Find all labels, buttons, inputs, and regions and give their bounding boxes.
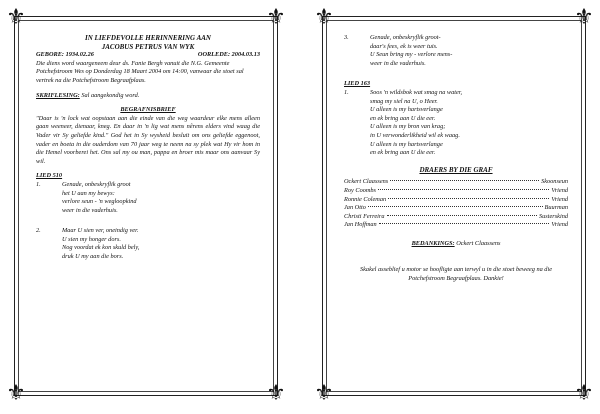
death-date: OORLEDE: 2004.03.13 — [197, 51, 260, 59]
hymn2-label: LIED 163 — [344, 80, 371, 88]
leader-dots — [379, 223, 550, 224]
acknowledgements-text: Ockert Claassens — [456, 239, 501, 247]
deceased-name: JACOBUS PETRUS VAN WYK — [101, 42, 195, 51]
verse-line: verlore seun - 'n wegloopkind — [62, 198, 137, 206]
verse-line: U alleen is my bron van krag; — [370, 123, 446, 131]
pallbearer-role: Susterskind — [538, 212, 568, 220]
pallbearer-role: Vriend — [551, 221, 568, 229]
verse-line: in U verwonderlikheid wil ek waag. — [370, 131, 460, 139]
hymn-verse-1 — [36, 181, 260, 215]
pallbearers-list — [344, 178, 568, 230]
fleur-de-lis-icon: ⚜ — [6, 381, 26, 406]
verse-line: Nog voordat ek kon skuld bely, — [62, 244, 140, 252]
hymn-verse-2 — [36, 227, 260, 261]
right-page-content — [344, 34, 568, 386]
pallbearer-role: Vriend — [551, 186, 568, 194]
right-page — [312, 6, 596, 406]
acknowledgements — [344, 240, 568, 249]
verse-line: U sien my honger dors. — [62, 235, 121, 243]
list-item — [344, 187, 568, 196]
verse-number: 2. — [36, 227, 41, 235]
verse-line: smag my siel na U, o Heer. — [370, 97, 438, 105]
verse-line: weer in die vaderhuis. — [370, 59, 426, 67]
birth-date: GEBORE: 1934.02.26 — [36, 51, 94, 59]
fleur-de-lis-icon: ⚜ — [266, 5, 286, 30]
list-item — [344, 204, 568, 213]
verse-number: 1. — [344, 88, 349, 96]
leader-dots — [387, 215, 537, 216]
list-item — [344, 213, 568, 222]
hymn-label: LIED 510 — [36, 172, 63, 180]
verse-line: druk U my aan die bors. — [62, 253, 124, 261]
pallbearer-name: Ronnie Coleman — [344, 195, 387, 203]
life-dates — [36, 51, 260, 60]
pallbearer-name: Ockert Claassens — [344, 178, 389, 186]
closing-note: Skakel asseblief u motor se hoofligte aan terwyl u in die stoet beweeg na die Potchefstroom Begraafplaas. Dankie! — [359, 266, 553, 283]
verse-line: U Seun bring my - verlore mens- — [370, 51, 453, 59]
fleur-de-lis-icon: ⚜ — [574, 5, 594, 30]
scripture-label: SKRIFLESING: — [36, 91, 80, 99]
verse-line: Soos 'n wildsbok wat smag na water, — [370, 88, 463, 96]
fleur-de-lis-icon: ⚜ — [574, 381, 594, 406]
verse-line: Genade, onbeskryflik groot- — [370, 34, 441, 41]
list-item — [344, 178, 568, 187]
verse-line: U alleen is my hartsverlange — [370, 140, 443, 148]
verse-line: weer in die vaderhuis. — [62, 206, 118, 214]
service-intro: Die diens word waargeneem deur ds. Fanie Bergh vanuit die N.G. Gemeente Potchefstroom Wes op Donderdag 18 Maart 2004 om 14:00, vanwaar die stoet sal vertrek na die Potchefstroom Begraafplaas. — [36, 59, 244, 84]
fleur-de-lis-icon: ⚜ — [314, 5, 334, 30]
verse-line: U alleen is my hartsverlange — [370, 106, 443, 114]
list-item — [344, 221, 568, 230]
list-item — [344, 196, 568, 205]
left-page-content — [36, 34, 260, 386]
verse-line: Maar U sien ver, oneindig ver. — [62, 227, 139, 235]
leader-dots — [390, 180, 539, 181]
leader-dots — [378, 189, 549, 190]
pallbearers-title: DRAERS BY DIE GRAF — [419, 165, 493, 174]
hymn2-verse-1 — [344, 89, 568, 158]
leader-dots — [368, 206, 543, 207]
verse-line: het U aan my bewys: — [62, 189, 115, 197]
scripture-reading — [36, 92, 260, 101]
pallbearer-name: Jan Otto — [344, 204, 366, 212]
verse-line: Genade, onbeskryflik groot — [62, 180, 131, 188]
scripture-text: Sal aangekondig word. — [81, 91, 140, 99]
hymn-verse-3 — [344, 34, 568, 68]
memorial-heading: IN LIEFDEVOLLE HERINNERING AAN — [85, 34, 211, 42]
pallbearer-role: Skoonseun — [541, 178, 568, 186]
letter-text: "Daar is 'n lock wat oopstaan aan die einde van die weg waardeur elke mens alleen gaan weeneer, dienaar, kneg. En daar in 'n lig wat mens nêrens elders vind waag die Vader vir Sy geliefde kind." God het in Sy wysheid besluit om ons geliefde eggenoot, vader en boeta in die ouderdom van 70 jaar weg te neem na sy plek wat Hy vir hom in die Hemel voorberei het. Ons sal my ou man, pappa en broer mis maar ons aanvaar Sy wil. — [36, 114, 260, 165]
pallbearer-role: Buurman — [544, 204, 568, 212]
fleur-de-lis-icon: ⚜ — [314, 381, 334, 406]
fleur-de-lis-icon: ⚜ — [6, 5, 26, 30]
letter-title: BEGRAFNISBRIEF — [120, 106, 176, 114]
pallbearer-name: Christi Ferreira — [344, 212, 385, 220]
fleur-de-lis-icon: ⚜ — [266, 381, 286, 406]
verse-line: daar's fees, ek is weer tuis. — [370, 42, 438, 50]
pallbearer-name: Roy Coombs — [344, 186, 377, 194]
leader-dots — [388, 198, 549, 199]
verse-number: 1. — [36, 180, 41, 188]
verse-line: en ek bring aan U die eer. — [370, 114, 436, 122]
verse-number: 3. — [344, 34, 349, 41]
pallbearer-role: Vriend — [551, 195, 568, 203]
verse-line: en ek bring aan U die eer. — [370, 149, 436, 157]
pallbearer-name: Jan Hoffman — [344, 221, 377, 229]
left-page — [4, 6, 288, 406]
acknowledgements-label: BEDANKINGS: — [411, 239, 455, 247]
